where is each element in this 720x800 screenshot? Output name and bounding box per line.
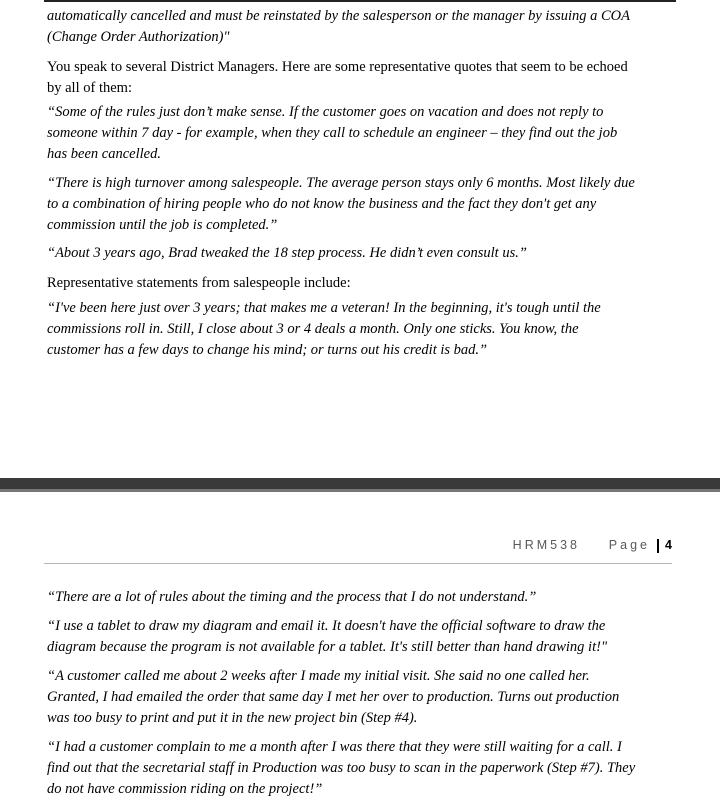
text-line: customer has a few days to change his mind; or turns out his credit is bad.” — [47, 342, 488, 358]
course-code: HRM538 — [512, 538, 580, 552]
header-divider — [657, 539, 659, 553]
text-line: “Some of the rules just don’t make sense. If the customer goes on vacation and does not reply to — [47, 104, 604, 120]
text-line: “A customer called me about 2 weeks after I made my initial visit. She said no one called her. — [47, 668, 590, 684]
text-line: diagram because the program is not available for a tablet. It's still better than hand drawing it!" — [47, 639, 608, 655]
page-edge-rule — [44, 0, 676, 2]
text-line: You speak to several District Managers. Here are some representative quotes that seem to be echoed — [47, 59, 628, 75]
text-line: has been cancelled. — [47, 146, 161, 162]
document-page-bottom — [0, 492, 720, 800]
text-line: to a combination of hiring people who do not know the business and the fact they don't get any — [47, 196, 597, 212]
text-line: do not have commission riding on the project!” — [47, 781, 323, 797]
text-line: by all of them: — [47, 80, 132, 96]
text-line: was too busy to print and put it in the new project bin (Step #4). — [47, 710, 418, 726]
text-line: “I use a tablet to draw my diagram and email it. It doesn't have the official software to draw the — [47, 618, 606, 634]
page-separator — [0, 478, 720, 492]
page-number: 4 — [665, 538, 672, 552]
text-line: “I had a customer complain to me a month after I was there that they were still waiting for a call. I — [47, 739, 622, 755]
text-line: “About 3 years ago, Brad tweaked the 18 step process. He didn’t even consult us.” — [47, 245, 527, 261]
text-line: Granted, I had emailed the order that same day I met her over to production. Turns out production — [47, 689, 620, 705]
text-line: Representative statements from salespeople include: — [47, 275, 351, 291]
text-line: automatically cancelled and must be reinstated by the salesperson or the manager by issuing a COA — [47, 8, 631, 24]
text-line: find out that the secretarial staff in Production was too busy to scan in the paperwork (Step #7). They — [47, 760, 636, 776]
text-line: “There are a lot of rules about the timing and the process that I do not understand.” — [47, 589, 537, 605]
text-line: someone within 7 day - for example, when they call to schedule an engineer – they find out the job — [47, 125, 618, 141]
text-line: commission until the job is completed.” — [47, 217, 278, 233]
text-line: (Change Order Authorization)" — [47, 29, 230, 45]
page-header — [44, 538, 672, 564]
text-line: “I've been here just over 3 years; that makes me a veteran! In the beginning, it's tough until the — [47, 300, 601, 316]
text-line: commissions roll in. Still, I close about 3 or 4 deals a month. Only one sticks. You know, the — [47, 321, 579, 337]
text-line: “There is high turnover among salespeople. The average person stays only 6 months. Most likely due — [47, 175, 635, 191]
page-label: Page — [608, 538, 650, 552]
